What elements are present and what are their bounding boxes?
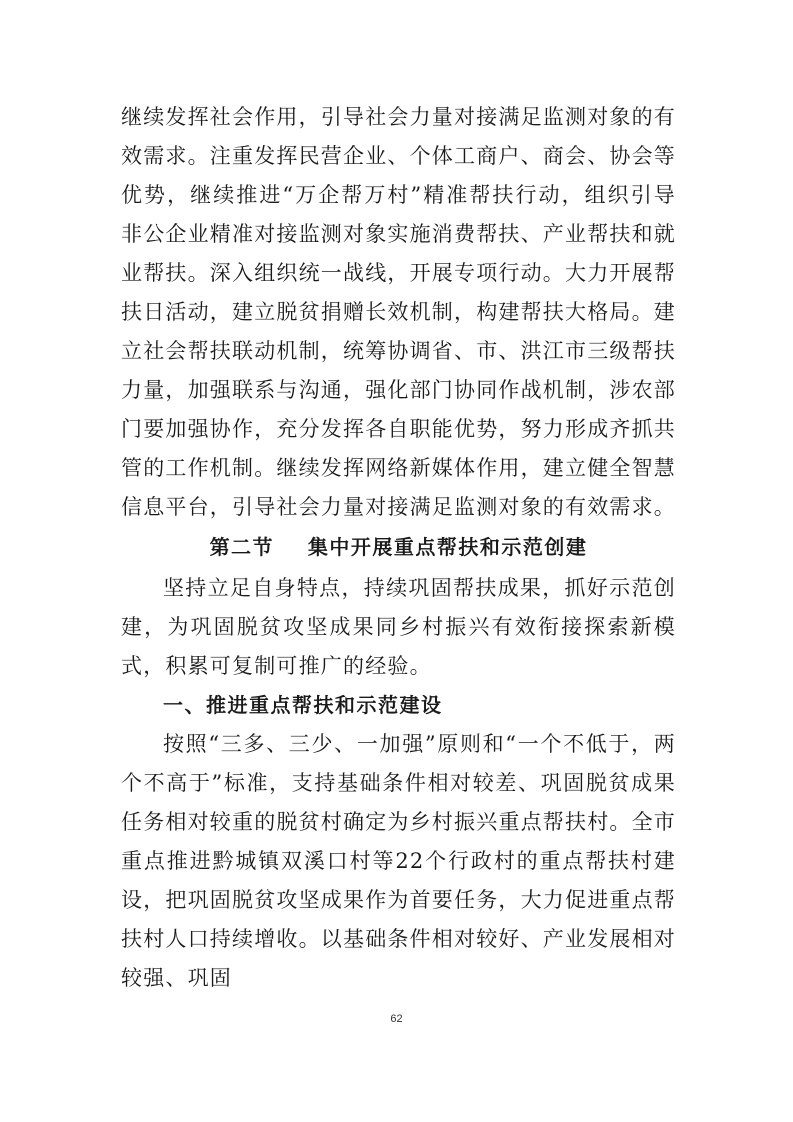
document-body: [121, 98, 676, 998]
paragraph-social-assistance: 继续发挥社会作用，引导社会力量对接满足监测对象的有效需求。注重发挥民营企业、个体工商户、商会、协会等优势，继续推进“万企帮万村”精准帮扶行动，组织引导非公企业精准对接监测对象实施消费帮扶、产业帮扶和就业帮扶。深入组织统一战线，开展专项行动。大力开展帮扶日活动，建立脱贫捐赠长效机制，构建帮扶大格局。建立社会帮扶联动机制，统筹协调省、市、洪江市三级帮扶力量，加强联系与沟通，强化部门协同作战机制，涉农部门要加强协作，充分发挥各自职能优势，努力形成齐抓共管的工作机制。继续发挥网络新媒体作用，建立健全智慧信息平台，引导社会力量对接满足监测对象的有效需求。: [121, 105, 676, 519]
subsection-title: 一、推进重点帮扶和示范建设: [163, 693, 443, 717]
page-number: 62: [390, 1013, 403, 1025]
section-title: 第二节 集中开展重点帮扶和示范创建: [209, 535, 588, 559]
paragraph-key-assistance: 按照“三多、三少、一加强”原则和“一个不低于，两个不高于”标准，支持基础条件相对较差、巩固脱贫成果任务相对较重的脱贫村确定为乡村振兴重点帮扶村。全市重点推进黔城镇双溪口村等22个行政村的重点帮扶村建设，把巩固脱贫攻坚成果作为首要任务，大力促进重点帮扶村人口持续增收。以基础条件相对较好、产业发展相对较强、巩固: [121, 732, 676, 990]
paragraph-section-intro: 坚持立足自身特点，持续巩固帮扶成果，抓好示范创建，为巩固脱贫攻坚成果同乡村振兴有效衔接探索新模式，积累可复制可推广的经验。: [121, 576, 676, 678]
